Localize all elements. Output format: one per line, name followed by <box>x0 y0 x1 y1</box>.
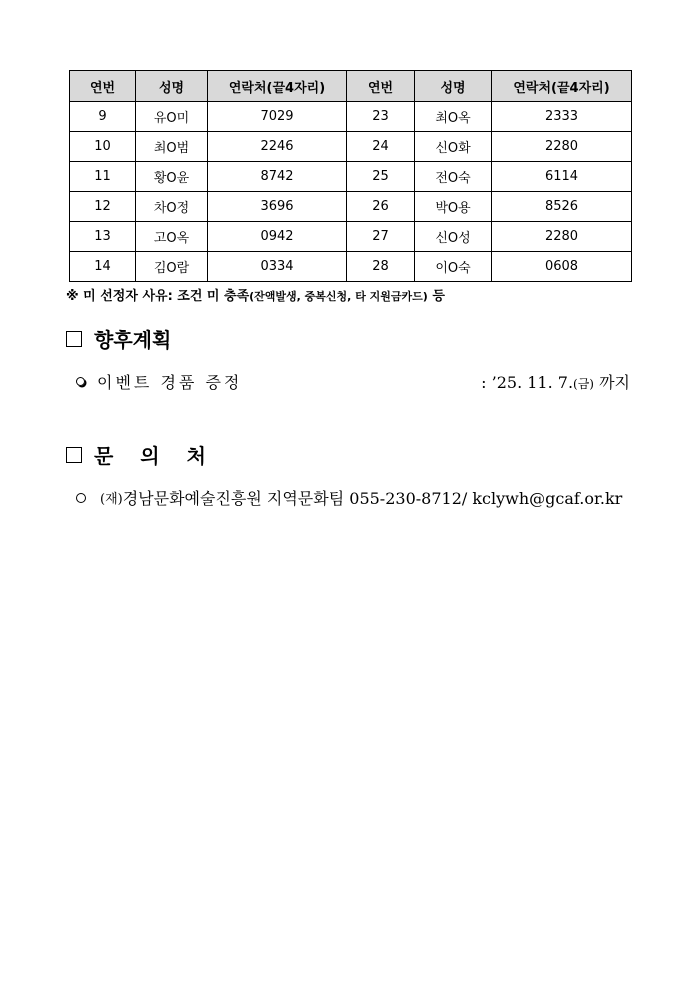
table-cell: 최O범 <box>136 132 208 162</box>
plan-item-text: 이벤트 경품 증정 <box>97 373 243 392</box>
table-cell: 2246 <box>208 132 347 162</box>
table-cell: 2280 <box>492 222 632 252</box>
table-cell: 고O옥 <box>136 222 208 252</box>
circle-bullet-icon <box>76 493 86 503</box>
table-cell: 신O성 <box>415 222 492 252</box>
section-heading-plan <box>66 324 171 353</box>
header-name: 성명 <box>136 71 208 102</box>
section-heading-label: 문 의 처 <box>94 444 216 468</box>
table-cell: 김O람 <box>136 252 208 282</box>
square-bullet-icon <box>66 331 82 347</box>
table-cell: 13 <box>70 222 136 252</box>
winners-table <box>69 70 632 282</box>
table-row <box>70 162 632 192</box>
header-contact: 연락처(끝4자리) <box>492 71 632 102</box>
header-contact: 연락처(끝4자리) <box>208 71 347 102</box>
plan-deadline <box>481 370 630 393</box>
square-bullet-icon <box>66 447 82 463</box>
table-cell: 0608 <box>492 252 632 282</box>
table-cell: 9 <box>70 102 136 132</box>
contact-item <box>76 486 622 509</box>
table-cell: 유O미 <box>136 102 208 132</box>
table-cell: 전O숙 <box>415 162 492 192</box>
table-cell: 24 <box>347 132 415 162</box>
plan-deadline-day: (금) <box>573 377 594 391</box>
note-detail: (잔액발생, 중복신청, 타 지원금카드) <box>249 290 428 303</box>
note-suffix: 등 <box>427 289 445 304</box>
non-selection-note <box>66 285 445 304</box>
plan-deadline-date: : ’25. 11. 7. <box>481 373 574 392</box>
contact-text: 경남문화예술진흥원 지역문화팀 055-230-8712/ kclywh@gcaf.or.kr <box>122 489 623 508</box>
table-cell: 23 <box>347 102 415 132</box>
table-cell: 신O화 <box>415 132 492 162</box>
table-cell: 14 <box>70 252 136 282</box>
table-cell: 26 <box>347 192 415 222</box>
table-cell: 28 <box>347 252 415 282</box>
table-cell: 10 <box>70 132 136 162</box>
table-row <box>70 192 632 222</box>
table-cell: 25 <box>347 162 415 192</box>
table-cell: 0334 <box>208 252 347 282</box>
table-cell: 6114 <box>492 162 632 192</box>
header-number: 연번 <box>70 71 136 102</box>
plan-deadline-suffix: 까지 <box>594 373 630 392</box>
table-row <box>70 132 632 162</box>
plan-item <box>76 370 630 393</box>
table-cell: 7029 <box>208 102 347 132</box>
table-header-row <box>70 71 632 102</box>
table-cell: 황O윤 <box>136 162 208 192</box>
section-heading-label: 향후계획 <box>94 328 172 352</box>
note-main: ※ 미 선정자 사유: 조건 미 충족 <box>66 289 250 304</box>
table-cell: 이O숙 <box>415 252 492 282</box>
table-row <box>70 102 632 132</box>
contact-prefix: (재) <box>100 492 123 507</box>
table-cell: 8526 <box>492 192 632 222</box>
table-cell: 12 <box>70 192 136 222</box>
table-cell: 3696 <box>208 192 347 222</box>
table-row <box>70 252 632 282</box>
table-cell: 0942 <box>208 222 347 252</box>
header-name: 성명 <box>415 71 492 102</box>
table-cell: 2280 <box>492 132 632 162</box>
shadowed-circle-bullet-icon <box>76 377 85 386</box>
table-cell: 8742 <box>208 162 347 192</box>
table-cell: 27 <box>347 222 415 252</box>
table-cell: 2333 <box>492 102 632 132</box>
table-cell: 11 <box>70 162 136 192</box>
section-heading-contact <box>66 440 216 469</box>
table-cell: 차O정 <box>136 192 208 222</box>
table-row <box>70 222 632 252</box>
header-number: 연번 <box>347 71 415 102</box>
table-cell: 최O옥 <box>415 102 492 132</box>
table-cell: 박O용 <box>415 192 492 222</box>
